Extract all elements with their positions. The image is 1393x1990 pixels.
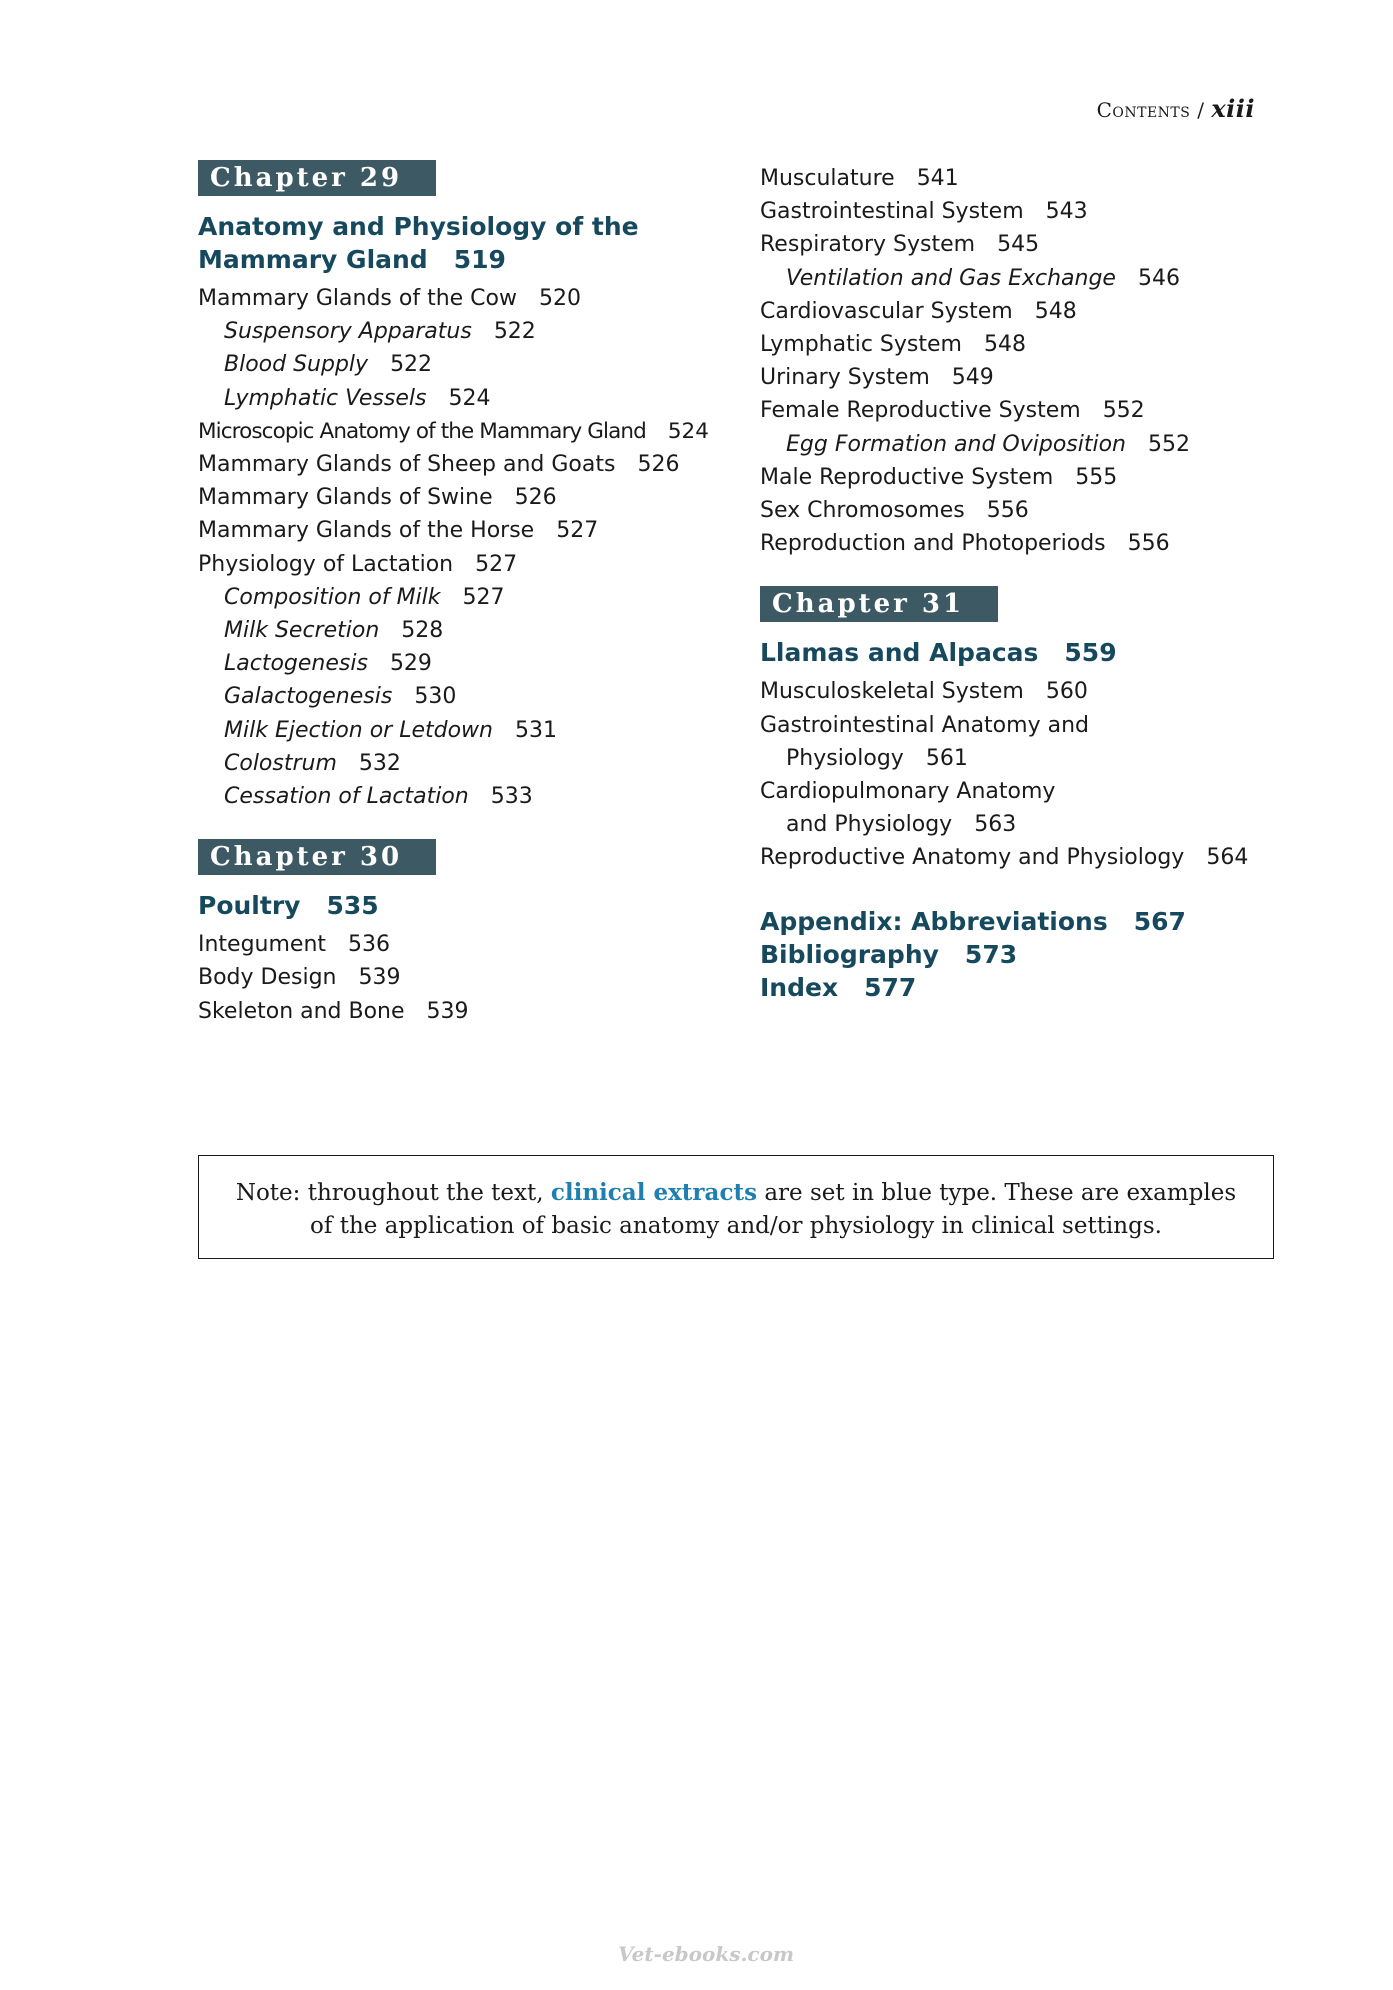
running-head <box>1097 94 1255 123</box>
toc-entry-text: Mammary Glands of the Horse <box>198 518 535 544</box>
toc-entry[interactable] <box>198 928 738 961</box>
toc-entry-text: Cardiovascular System <box>760 298 1013 324</box>
toc-entry-text: Mammary Glands of Sheep and Goats <box>198 452 616 478</box>
toc-entry-text: Integument <box>198 932 327 958</box>
toc-entry-page: 552 <box>1148 431 1191 457</box>
toc-entry-page: 560 <box>1045 679 1088 705</box>
toc-entry-text: and Physiology <box>786 812 953 838</box>
chapter-29-title[interactable] <box>198 210 738 276</box>
toc-entry[interactable] <box>760 775 1300 841</box>
toc-entry-text: Suspensory Apparatus <box>224 319 472 345</box>
toc-entry-page: 526 <box>637 452 680 478</box>
toc-entry-text: Lymphatic System <box>760 332 962 358</box>
appendix-entry[interactable] <box>760 905 1300 938</box>
chapter-30-title[interactable] <box>198 889 738 922</box>
toc-entry-page: 564 <box>1206 845 1249 871</box>
toc-entry-page: 539 <box>358 965 401 991</box>
toc-entry[interactable] <box>760 494 1300 527</box>
toc-entry-text: Gastrointestinal System <box>760 199 1024 225</box>
toc-entry-text: Egg Formation and Oviposition <box>786 431 1127 457</box>
toc-entry-page: 531 <box>515 717 557 743</box>
toc-entry-text: Composition of Milk <box>224 584 441 610</box>
toc-subentry[interactable] <box>198 647 738 680</box>
spacer <box>198 813 738 839</box>
spacer <box>760 560 1300 586</box>
toc-entry[interactable] <box>760 195 1300 228</box>
note-line2: of the application of basic anatomy and/or physiology in clinical settings. <box>310 1213 1162 1239</box>
toc-entry[interactable] <box>760 527 1300 560</box>
toc-subentry[interactable] <box>198 614 738 647</box>
toc-entry[interactable] <box>760 361 1300 394</box>
back-matter-page: 567 <box>1133 906 1186 936</box>
toc-entry-text: Colostrum <box>224 750 337 776</box>
back-matter-text: Appendix: Abbreviations <box>760 906 1108 936</box>
toc-entry-text: Reproduction and Photoperiods <box>760 531 1106 557</box>
toc-entry[interactable] <box>198 995 738 1028</box>
toc-entry[interactable] <box>198 415 738 448</box>
toc-entry-page: 561 <box>925 745 968 771</box>
chapter-29-title-line1: Anatomy and Physiology of the <box>198 212 639 241</box>
back-matter-text: Bibliography <box>760 939 939 969</box>
spacer <box>760 875 1300 905</box>
toc-entry-text: Reproductive Anatomy and Physiology <box>760 845 1185 871</box>
toc-entry[interactable] <box>760 675 1300 708</box>
toc-entry-page: 549 <box>951 365 994 391</box>
chapter-31-label: Chapter 31 <box>760 586 998 622</box>
toc-entry-page: 545 <box>997 232 1040 258</box>
toc-entry-text: Physiology <box>786 745 904 771</box>
toc-entry-text: Ventilation and Gas Exchange <box>786 265 1116 291</box>
toc-entry-page: 548 <box>983 332 1026 358</box>
toc-subentry[interactable] <box>760 262 1300 295</box>
toc-left-column <box>198 160 738 1028</box>
chapter-29-page: 519 <box>453 245 506 274</box>
toc-entry-page: 522 <box>390 352 433 378</box>
toc-entry-text: Musculoskeletal System <box>760 679 1024 705</box>
toc-entry-continuation <box>760 742 1300 775</box>
toc-subentry[interactable] <box>198 747 738 780</box>
toc-entry-text: Lymphatic Vessels <box>224 385 427 411</box>
toc-entry-text: Cardiopulmonary Anatomy <box>760 779 1056 805</box>
toc-subentry[interactable] <box>198 348 738 381</box>
chapter-29-title-line2: Mammary Gland <box>198 245 428 274</box>
toc-entry-page: 539 <box>426 998 469 1024</box>
toc-subentry[interactable] <box>198 581 738 614</box>
toc-entry-text: Blood Supply <box>224 352 369 378</box>
toc-entry-text: Milk Secretion <box>224 618 380 644</box>
toc-subentry[interactable] <box>760 428 1300 461</box>
running-head-page: xiii <box>1211 94 1255 123</box>
toc-entry[interactable] <box>760 328 1300 361</box>
toc-entry-page: 526 <box>514 485 557 511</box>
toc-entry-page: 529 <box>389 651 432 677</box>
toc-entry-text: Mammary Glands of the Cow <box>198 286 517 311</box>
note-highlight: clinical extracts <box>550 1179 758 1206</box>
note-suffix: are set in blue type. These are examples <box>764 1180 1237 1206</box>
bibliography-entry[interactable] <box>760 938 1300 971</box>
toc-entry-page: 536 <box>348 932 391 958</box>
toc-entry-text: Gastrointestinal Anatomy and <box>760 712 1089 738</box>
watermark-logo: Vet-ebooks.com <box>618 1942 795 1966</box>
toc-entry-text: Cessation of Lactation <box>224 784 469 810</box>
toc-subentry[interactable] <box>198 714 738 747</box>
toc-entry[interactable] <box>198 961 738 994</box>
toc-entry-page: 520 <box>538 286 581 311</box>
toc-entry-page: 527 <box>475 551 518 577</box>
toc-entry-text: Urinary System <box>760 365 930 391</box>
toc-entry-page: 555 <box>1075 464 1118 490</box>
toc-entry[interactable] <box>198 481 738 514</box>
toc-entry[interactable] <box>760 394 1300 427</box>
toc-entry-text: Respiratory System <box>760 232 976 258</box>
toc-entry-page: 556 <box>1127 531 1170 557</box>
toc-entry[interactable] <box>198 282 738 315</box>
toc-entry-page: 527 <box>462 584 505 610</box>
toc-entry[interactable] <box>198 548 738 581</box>
chapter-31-title-text: Llamas and Alpacas <box>760 638 1039 668</box>
toc-subentry[interactable] <box>198 315 738 348</box>
toc-entry-text: Mammary Glands of Swine <box>198 485 493 511</box>
back-matter-page: 573 <box>964 939 1018 969</box>
chapter-30-title-text: Poultry <box>198 891 301 921</box>
toc-subentry[interactable] <box>198 780 738 813</box>
toc-entry-text: Skeleton and Bone <box>198 998 405 1024</box>
toc-entry-page: 541 <box>916 166 959 191</box>
toc-entry-text: Physiology of Lactation <box>198 551 454 577</box>
toc-entry-page: 548 <box>1034 298 1077 324</box>
toc-entry[interactable] <box>198 448 738 481</box>
toc-entry-text: Milk Ejection or Letdown <box>224 717 493 743</box>
toc-entry-page: 530 <box>414 684 457 710</box>
toc-entry-page: 533 <box>490 784 533 810</box>
toc-entry-page: 524 <box>448 385 491 411</box>
toc-entry-text: Lactogenesis <box>224 651 368 677</box>
back-matter-text: Index <box>760 972 839 1002</box>
toc-entry-text: Male Reproductive System <box>760 464 1054 490</box>
toc-entry[interactable] <box>760 709 1300 775</box>
toc-entry[interactable] <box>198 514 738 547</box>
toc-entry-text: Microscopic Anatomy of the Mammary Gland <box>198 418 646 444</box>
toc-entry-page: 546 <box>1137 265 1180 291</box>
toc-subentry[interactable] <box>198 382 738 415</box>
toc-entry-continuation <box>760 808 1300 841</box>
toc-entry[interactable] <box>760 228 1300 261</box>
clinical-extracts-note <box>198 1155 1274 1259</box>
toc-entry-page: 522 <box>493 319 536 345</box>
toc-entry-page: 563 <box>974 812 1017 838</box>
toc-entry-page: 532 <box>358 750 401 776</box>
toc-entry[interactable] <box>760 841 1300 874</box>
running-head-label: Contents <box>1096 98 1191 122</box>
chapter-30-page: 535 <box>326 891 379 921</box>
toc-subentry[interactable] <box>198 680 738 713</box>
toc-entry-text: Sex Chromosomes <box>760 498 965 524</box>
toc-entry-text: Musculature <box>760 166 895 191</box>
toc-entry[interactable] <box>760 295 1300 328</box>
note-prefix: Note: throughout the text, <box>235 1180 544 1206</box>
chapter-30-label: Chapter 30 <box>198 839 436 875</box>
back-matter-page: 577 <box>864 972 917 1002</box>
toc-entry-text: Female Reproductive System <box>760 398 1081 424</box>
toc-entry[interactable] <box>760 461 1300 494</box>
running-head-separator: / <box>1197 98 1205 122</box>
toc-entry-text: Body Design <box>198 965 337 991</box>
toc-entry-page: 524 <box>667 418 709 444</box>
toc-entry-page: 552 <box>1102 398 1145 424</box>
toc-entry-page: 556 <box>986 498 1029 524</box>
chapter-31-page: 559 <box>1064 638 1117 668</box>
index-entry[interactable] <box>760 971 1300 1004</box>
toc-entry-page: 528 <box>401 618 444 644</box>
chapter-31-title[interactable] <box>760 636 1300 669</box>
toc-entry-text: Galactogenesis <box>224 684 393 710</box>
toc-right-column <box>760 162 1300 1004</box>
toc-entry[interactable] <box>760 162 1300 195</box>
chapter-29-label: Chapter 29 <box>198 160 436 196</box>
toc-entry-page: 527 <box>556 518 599 544</box>
toc-entry-page: 543 <box>1045 199 1088 225</box>
